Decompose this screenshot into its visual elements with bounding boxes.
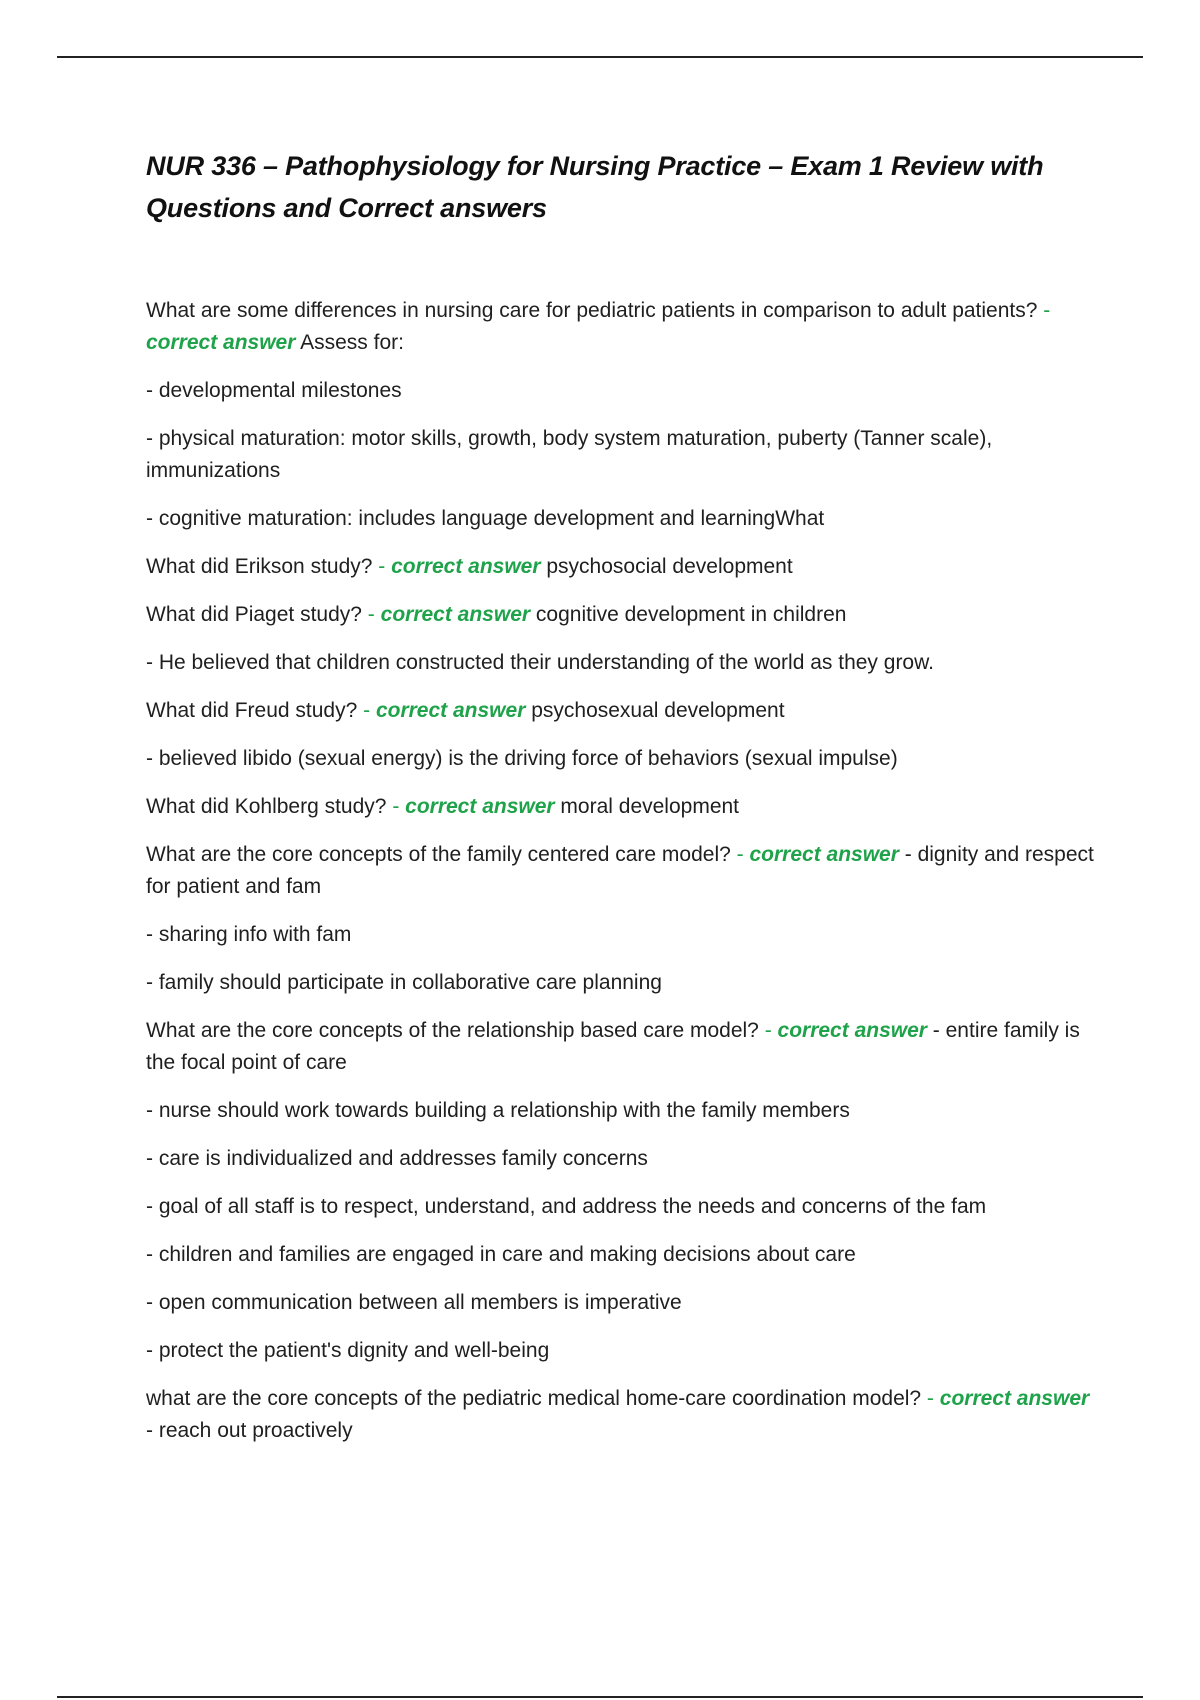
question-text: What are the core concepts of the family centered care model?	[146, 843, 731, 866]
question-text: What did Erikson study?	[146, 555, 373, 578]
answer-text: cognitive development in children	[535, 603, 847, 626]
document-title: NUR 336 – Pathophysiology for Nursing Practice – Exam 1 Review with Questions and Correct answers	[146, 151, 1044, 223]
question-text: What are the core concepts of the relationship based care model?	[146, 1019, 759, 1042]
question-text: What did Piaget study?	[146, 603, 362, 626]
correct-answer-marker: correct answer	[146, 331, 296, 354]
bullet-line: - goal of all staff is to respect, understand, and address the needs and concerns of the fam	[146, 1195, 987, 1218]
separator: -	[386, 795, 406, 818]
bullet-line: - sharing info with fam	[146, 923, 352, 946]
answer-text: - dignity and respect for patient and fam	[146, 843, 1094, 898]
top-rule	[57, 56, 1143, 58]
separator: -	[921, 1387, 940, 1410]
answer-text: Assess for:	[300, 331, 404, 354]
bullet-line: - family should participate in collaborative care planning	[146, 971, 662, 994]
bullet-line: - developmental milestones	[146, 379, 402, 402]
question-text: what are the core concepts of the pediatric medical home-care coordination model?	[146, 1387, 922, 1410]
answer-text: psychosexual development	[531, 699, 785, 722]
bullet-line: - cognitive maturation: includes language development and learningWhat	[146, 507, 825, 530]
question-text: What did Freud study?	[146, 699, 358, 722]
bullet-line: - nurse should work towards building a relationship with the family members	[146, 1099, 850, 1122]
correct-answer-marker: correct answer	[939, 1387, 1090, 1410]
qa-item	[146, 1383, 1096, 1447]
question-text: What are some differences in nursing care for pediatric patients in comparison to adult patients?	[146, 299, 1038, 322]
document-body	[146, 145, 1096, 1463]
qa-item	[146, 1015, 1096, 1079]
qa-item	[146, 599, 1096, 631]
separator: -	[361, 603, 381, 626]
separator: -	[758, 1019, 778, 1042]
qa-list	[146, 295, 1096, 1447]
separator: -	[372, 555, 392, 578]
bullet-line: - believed libido (sexual energy) is the driving force of behaviors (sexual impulse)	[146, 747, 898, 770]
answer-text: moral development	[560, 795, 740, 818]
qa-item	[146, 551, 1096, 583]
bullet-line: - children and families are engaged in care and making decisions about care	[146, 1243, 856, 1266]
separator: -	[730, 843, 750, 866]
correct-answer-marker: correct answer	[380, 603, 531, 626]
bottom-rule	[57, 1696, 1143, 1698]
answer-text: psychosocial development	[546, 555, 793, 578]
bullet-line: - protect the patient's dignity and well-being	[146, 1339, 550, 1362]
correct-answer-marker: correct answer	[375, 699, 526, 722]
bullet-line: - open communication between all members is imperative	[146, 1291, 682, 1314]
qa-item	[146, 295, 1096, 359]
answer-text: - reach out proactively	[146, 1419, 353, 1442]
bullet-line: - He believed that children constructed their understanding of the world as they grow.	[146, 651, 934, 674]
correct-answer-marker: correct answer	[391, 555, 541, 578]
separator: -	[1037, 299, 1051, 322]
answer-text: - entire family is the focal point of care	[146, 1019, 1080, 1074]
correct-answer-marker: correct answer	[749, 843, 899, 866]
separator: -	[357, 699, 376, 722]
correct-answer-marker: correct answer	[777, 1019, 927, 1042]
bullet-line: - care is individualized and addresses family concerns	[146, 1147, 648, 1170]
correct-answer-marker: correct answer	[405, 795, 555, 818]
qa-item	[146, 839, 1096, 903]
qa-item	[146, 791, 1096, 823]
bullet-line: - physical maturation: motor skills, growth, body system maturation, puberty (Tanner scale), immunizations	[146, 427, 993, 482]
question-text: What did Kohlberg study?	[146, 795, 387, 818]
qa-item	[146, 695, 1096, 727]
